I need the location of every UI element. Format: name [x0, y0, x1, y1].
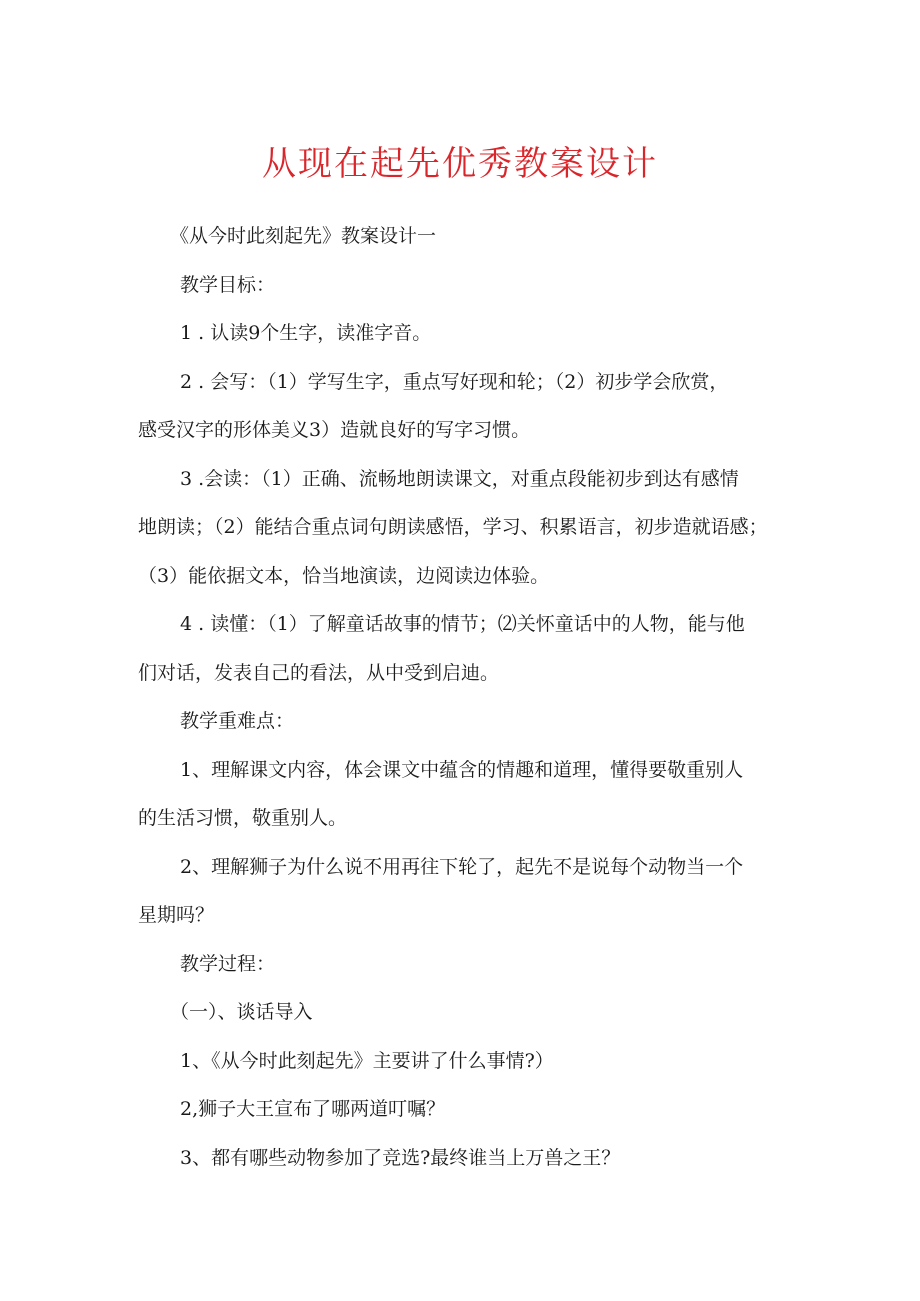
- text-line: 1、《从今时此刻起先》主要讲了什么事情?）: [180, 1049, 554, 1072]
- text-line: （一）、谈话导入: [170, 1001, 313, 1023]
- text-line: 2、理解狮子为什么说不用再往下轮了，起先不是说每个动物当一个: [180, 855, 744, 878]
- text-line: 3 .会读：（1）正确、流畅地朗读课文，对重点段能初步到达有感情: [180, 467, 739, 490]
- text-line: 《从今时此刻起先》教案设计一: [170, 225, 437, 247]
- text-line: 地朗读；（2）能结合重点词句朗读感悟，学习、积累语言，初步造就语感；: [138, 516, 768, 538]
- text-line: 教学重难点：: [180, 710, 295, 732]
- text-line: 2,狮子大王宣布了哪两道叮嘱？: [180, 1098, 446, 1120]
- text-line: 教学目标：: [180, 273, 276, 296]
- text-line: （3）能依据文本，恰当地演读，边阅读边体验。: [138, 564, 550, 587]
- document-body: [138, 212, 798, 1182]
- text-line: 们对话，发表自己的看法，从中受到启迪。: [138, 661, 500, 684]
- text-line: 3、都有哪些动物参加了竞选?最终谁当上万兽之王？: [180, 1146, 621, 1169]
- text-line: 1 . 认读9个生字，读准字音。: [180, 322, 432, 344]
- text-line: 1、理解课文内容，体会课文中蕴含的情趣和道理，懂得要敬重别人: [180, 758, 744, 781]
- text-line: 教学过程：: [180, 952, 276, 975]
- text-line: 星期吗？: [138, 904, 215, 926]
- text-line: 2 . 会写：（1）学写生字，重点写好现和轮；（2）初步学会欣赏，: [180, 370, 729, 393]
- text-line: 的生活习惯，敬重别人。: [138, 807, 348, 829]
- text-line: 感受汉字的形体美义3）造就良好的写字习惯。: [138, 419, 531, 441]
- document-title: 从现在起先优秀教案设计: [262, 144, 658, 184]
- text-line: 4 . 读懂：（1）了解童话故事的情节；⑵关怀童话中的人物，能与他: [180, 613, 745, 635]
